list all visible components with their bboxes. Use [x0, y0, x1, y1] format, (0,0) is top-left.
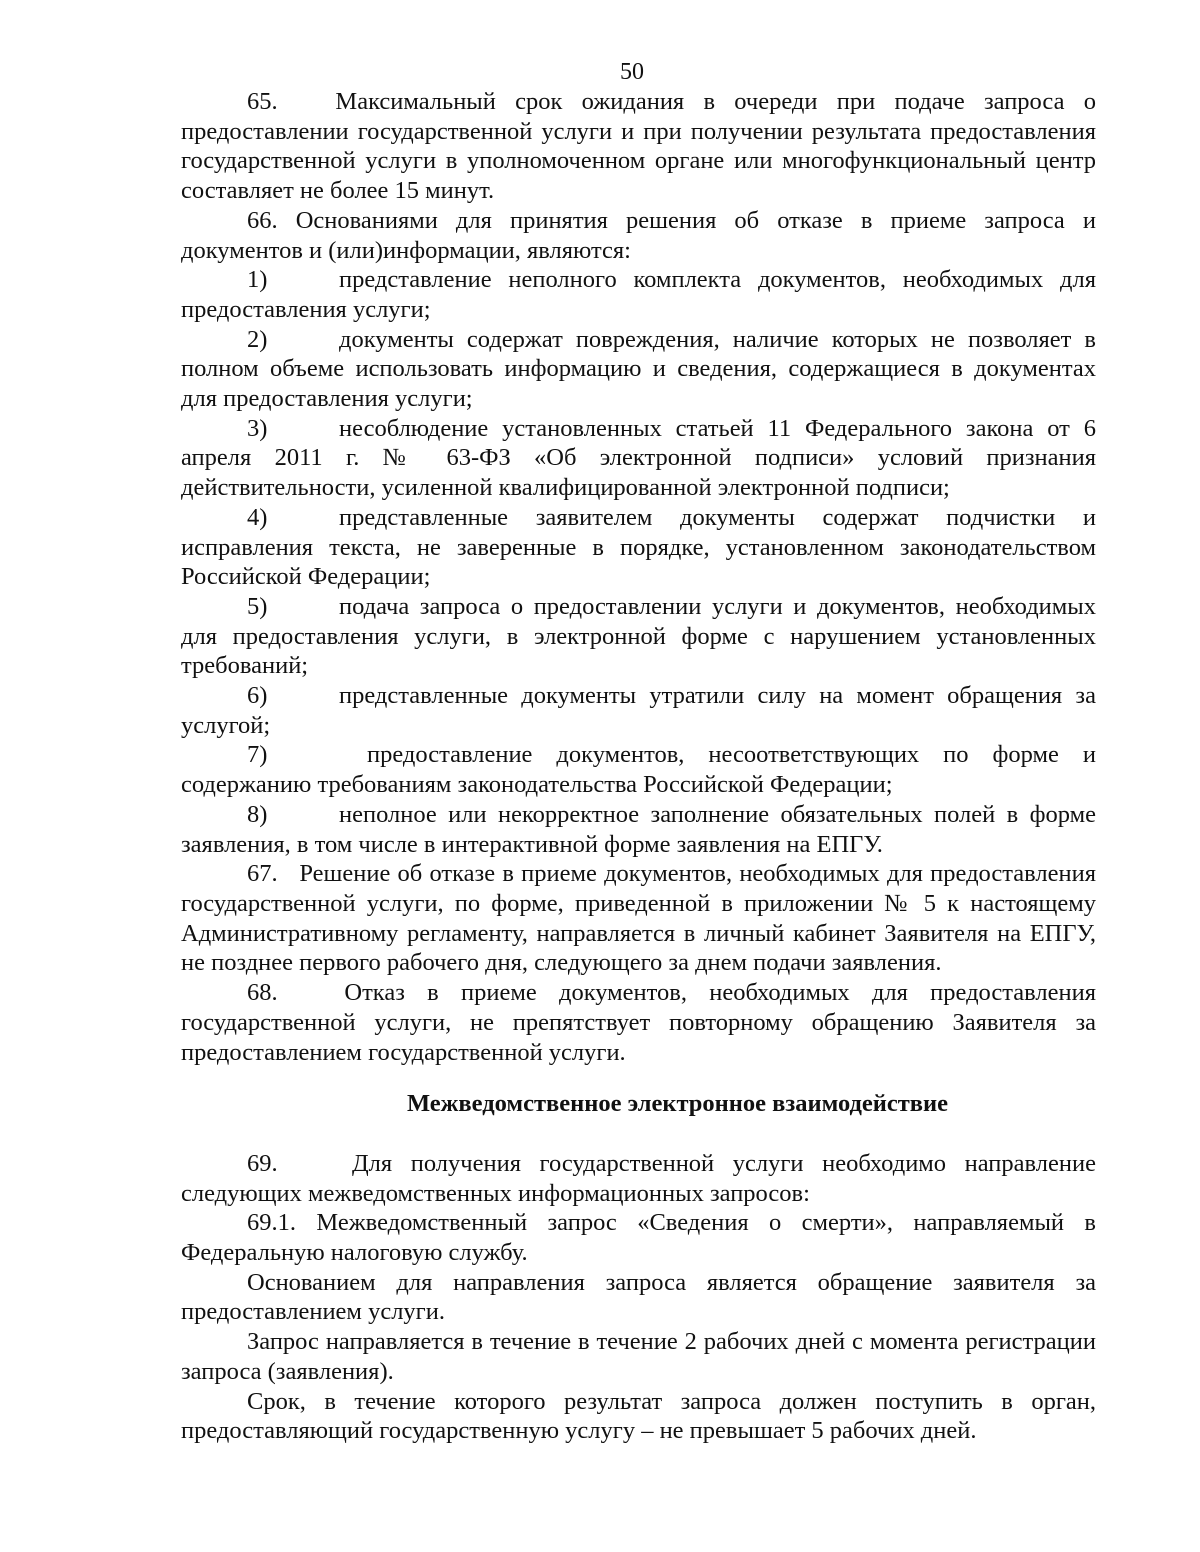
- list-item-5: [181, 592, 1096, 681]
- list-item-2: [181, 325, 1096, 414]
- document-body: [181, 87, 1096, 1446]
- list-item-text: подача запроса о предоставлении услуги и документов, необходимых для предоставления услуги, в электронной форме с нарушением установленных требований;: [181, 592, 1096, 680]
- list-item-number: 4): [247, 503, 268, 531]
- paragraph-69-1: 69.1. Межведомственный запрос «Сведения о смерти», направляемый в Федеральную налоговую службу.: [181, 1209, 1096, 1267]
- list-item-text: документы содержат повреждения, наличие которых не позволяет в полном объеме использовать информацию и сведения, содержащиеся в документах для предоставления услуги;: [181, 325, 1096, 413]
- list-item-1: [181, 265, 1096, 324]
- list-item-number: 2): [247, 325, 268, 353]
- paragraph-65: 65. Максимальный срок ожидания в очереди при подаче запроса о предоставлении государственной услуги и при получении результата предоставления государственной услуги в уполномоченном органе или многофункциональный центр составляет не более 15 минут.: [181, 88, 1096, 205]
- list-item-4: [181, 503, 1096, 592]
- paragraph-68: 68. Отказ в приеме документов, необходимых для предоставления государственной услуги, не препятствует повторному обращению Заявителя за предоставлением государственной услуги.: [181, 979, 1096, 1066]
- section-heading: [181, 1067, 1096, 1149]
- list-item-text: представленные заявителем документы содержат подчистки и исправления текста, не заверенные в порядке, установленном законодательством Российской Федерации;: [181, 503, 1096, 591]
- paragraph-69: 69. Для получения государственной услуги необходимо направление следующих межведомственных информационных запросов:: [181, 1149, 1096, 1207]
- list-item-number: 7): [247, 741, 268, 769]
- list-item-number: 1): [247, 266, 268, 294]
- list-item-7: [181, 740, 1096, 799]
- list-item-number: 5): [247, 592, 268, 620]
- list-item-number: 6): [247, 682, 268, 710]
- list-item-3: [181, 414, 1096, 503]
- paragraph-basis: Основанием для направления запроса является обращение заявителя за предоставлением услуги.: [181, 1268, 1096, 1326]
- list-item-text: неполное или некорректное заполнение обязательных полей в форме заявления, в том числе в интерактивной форме заявления на ЕПГУ.: [181, 800, 1096, 858]
- page-number: 50: [620, 59, 644, 85]
- paragraph-term: Срок, в течение которого результат запроса должен поступить в орган, предоставляющий государственную услугу – не превышает 5 рабочих дней.: [181, 1387, 1096, 1445]
- list-item-text: представление неполного комплекта документов, необходимых для предоставления услуги;: [181, 266, 1096, 323]
- paragraph-67: 67. Решение об отказе в приеме документов, необходимых для предоставления государственной услуги, по форме, приведенной в приложении № 5 к настоящему Административному регламенту, направляется в личный кабинет Заявителя на ЕПГУ, не позднее первого рабочего дня, следующего за днем подачи заявления.: [181, 860, 1096, 977]
- list-item-text: представленные документы утратили силу на момент обращения за услугой;: [181, 682, 1096, 739]
- list-item-text: несоблюдение установленных статьей 11 Федерального закона от 6 апреля 2011 г. № 63-ФЗ «Об электронной подписи» условий признания действительности, усиленной квалифицированной электронной подписи;: [181, 414, 1096, 502]
- section-heading-text: Межведомственное электронное взаимодействие: [406, 1090, 949, 1118]
- list-item-number: 8): [247, 800, 268, 828]
- paragraph-66: 66. Основаниями для принятия решения об отказе в приеме запроса и документов и (или)информации, являются:: [181, 206, 1096, 264]
- list-item-number: 3): [247, 414, 268, 442]
- paragraph-request-sent: Запрос направляется в течение в течение 2 рабочих дней с момента регистрации запроса (заявления).: [181, 1328, 1096, 1385]
- list-item-text: предоставление документов, несоответствующих по форме и содержанию требованиям законодательства Российской Федерации;: [181, 741, 1096, 799]
- list-item-6: [181, 681, 1096, 740]
- list-item-8: [181, 800, 1096, 859]
